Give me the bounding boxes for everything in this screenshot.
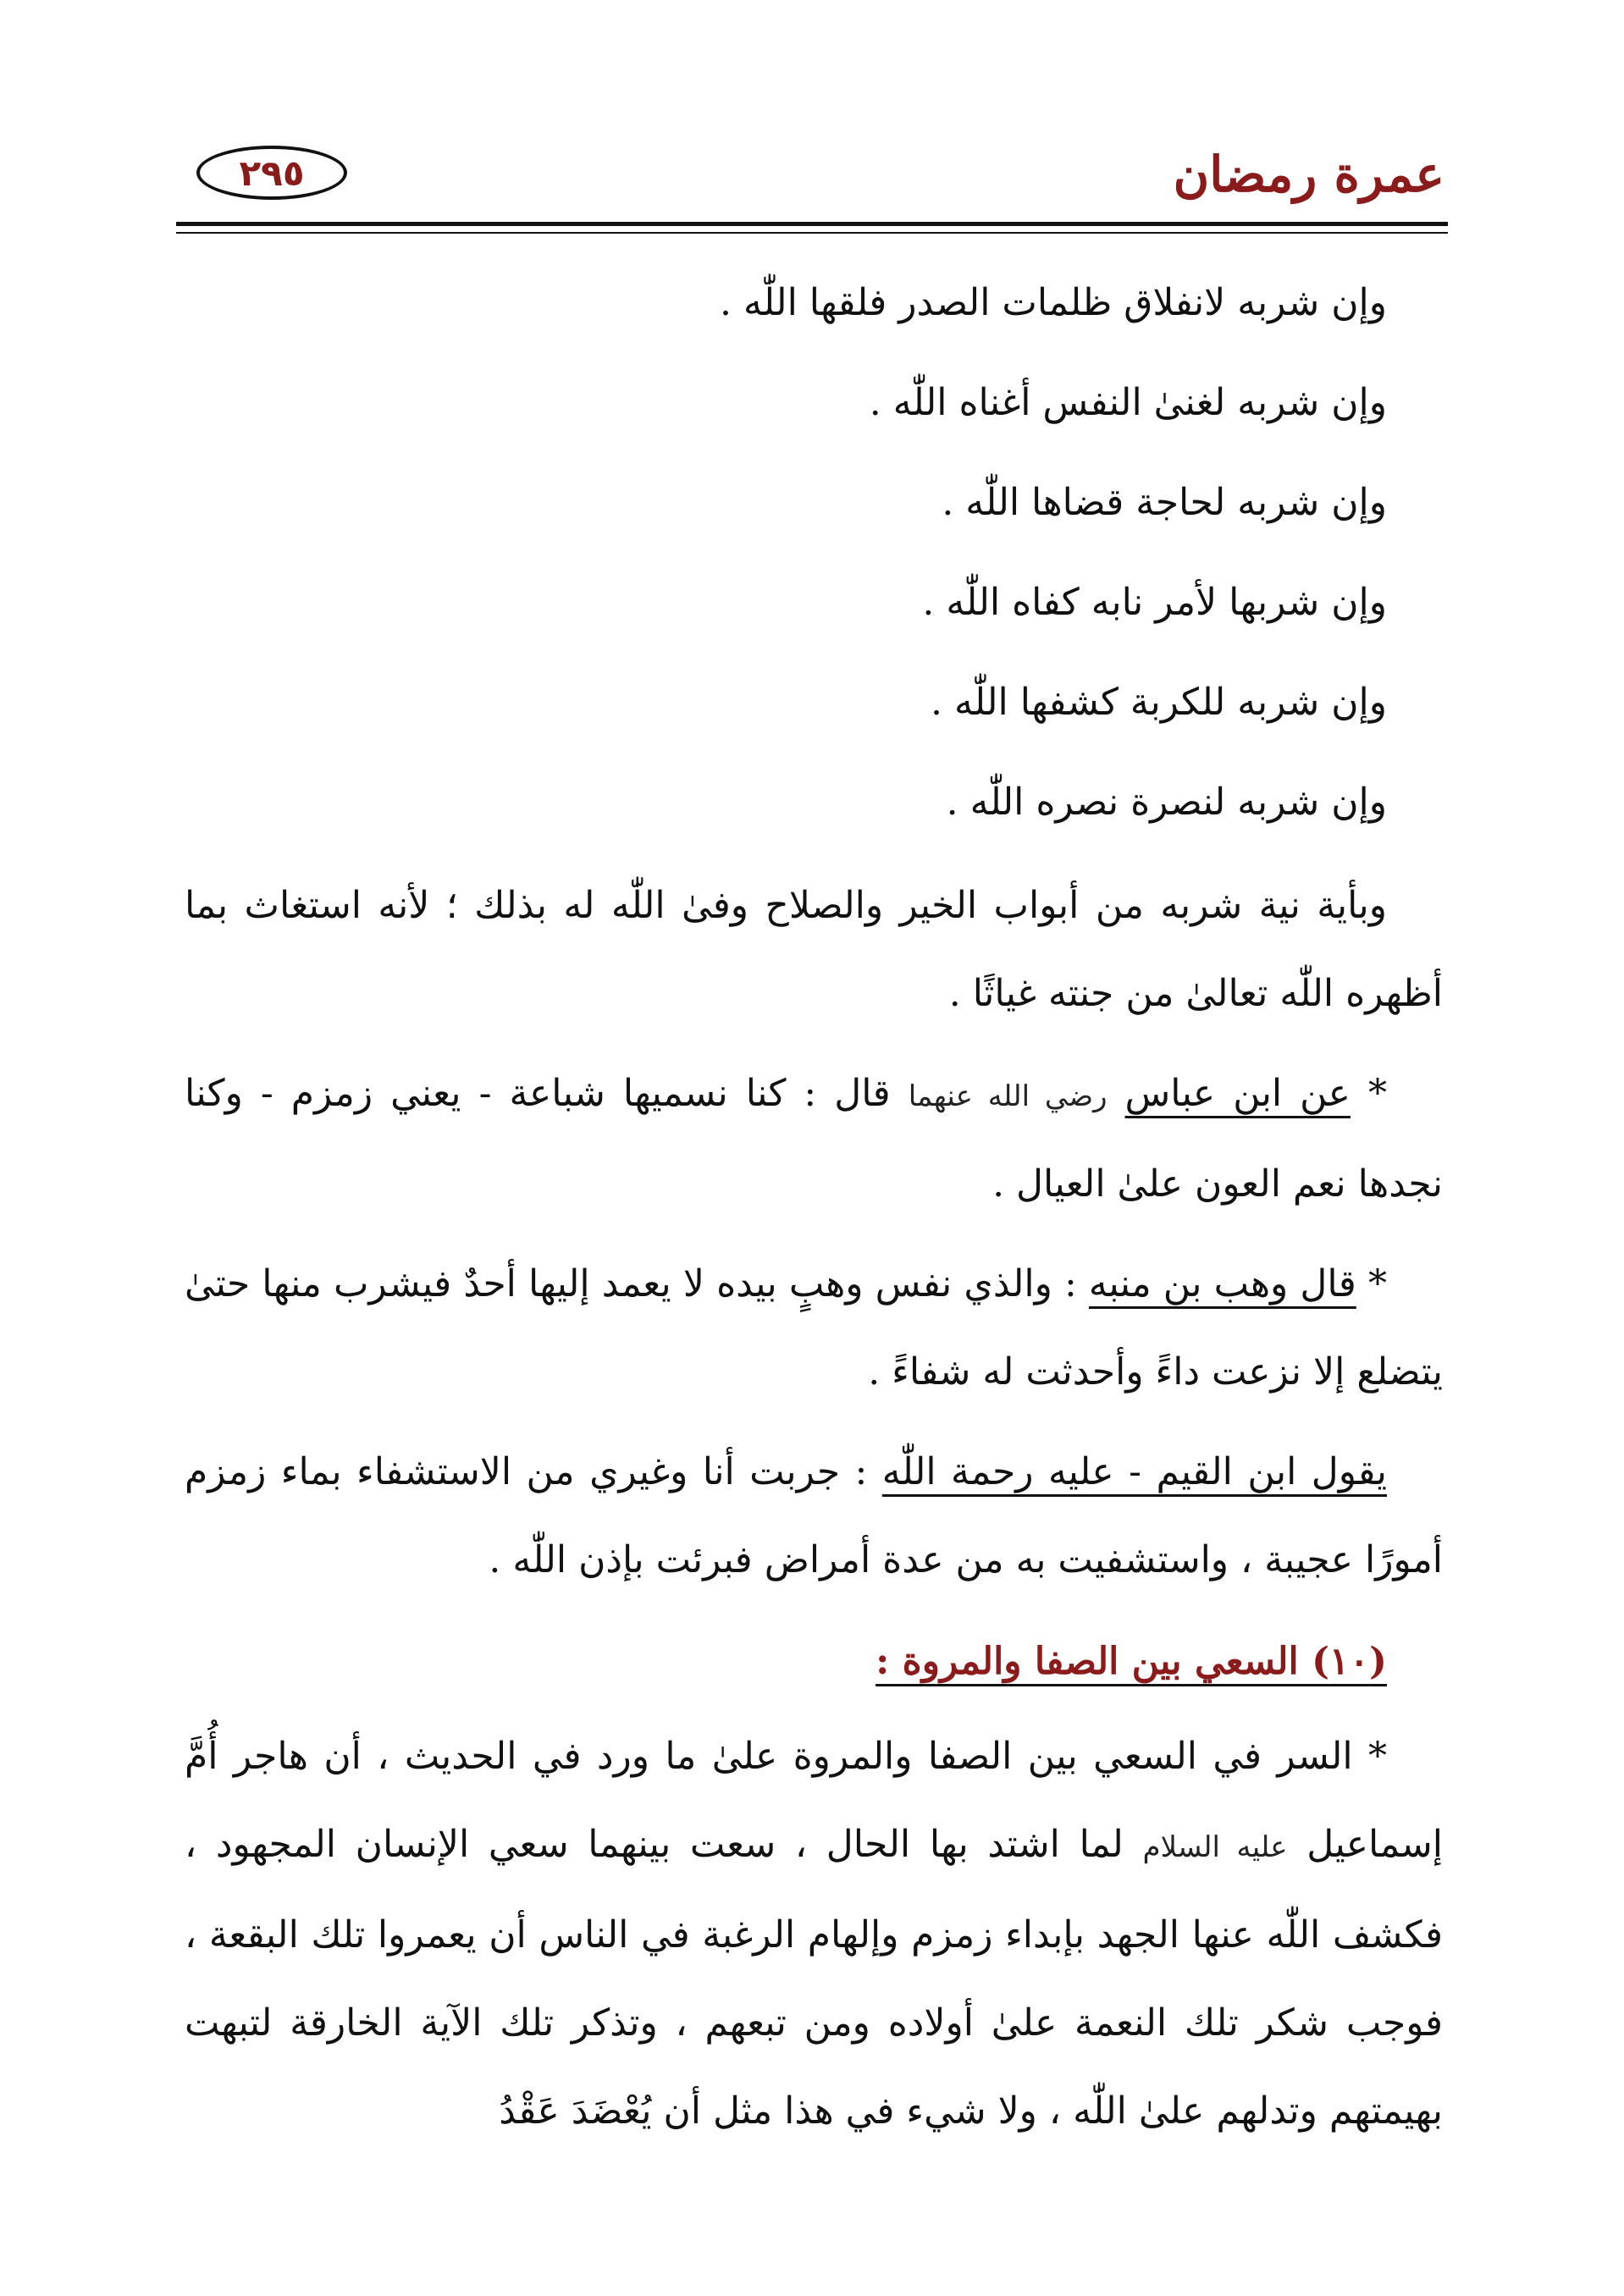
paragraph-ibn-qayyim — [185, 1428, 1443, 1604]
verse-line: وإن شربه للكربة كشفها اللّٰه . — [931, 681, 1387, 724]
star-bullet: * — [1356, 1262, 1387, 1305]
header-rule-thin — [176, 232, 1448, 234]
paragraph-ibn-abbas — [185, 1050, 1443, 1228]
header-rule-thick — [176, 222, 1448, 226]
running-header-title: عمرة رمضان — [1173, 146, 1444, 203]
quote-text: : والذي نفس وهبٍ بيده لا يعمد إليها أحدٌ فيشرب منها حتىٰ يتضلع إلا نزعت داءً وأحدثت له شفاءً . — [185, 1262, 1443, 1394]
quote-text: قال : كنا نسميها شباعة - يعني زمزم - وكنا نجدها نعم العون علىٰ العيال . — [185, 1072, 1443, 1206]
page-number-oval: ٢٩٥ — [196, 146, 347, 200]
section-heading-text: (١٠) السعي بين الصفا والمروة : — [876, 1640, 1387, 1683]
quote-source: قال وهب بن منبه — [1088, 1262, 1356, 1305]
verse-line: وإن شربه لغنىٰ النفس أغناه اللّٰه . — [869, 381, 1387, 424]
quote-source: عن ابن عباس — [1124, 1072, 1351, 1115]
verse-line: وإن شربه لنصرة نصره اللّٰه . — [946, 781, 1387, 824]
quote-source: يقول ابن القيم - عليه رحمة اللّٰه — [881, 1450, 1387, 1493]
quote-text: : جربت أنا وغيري من الاستشفاء بماء زمزم أمورًا عجيبة ، واستشفيت به من عدة أمراض فبرئت بإذن اللّٰه . — [185, 1450, 1443, 1581]
star-bullet: * — [1352, 1735, 1387, 1778]
verse-line: وإن شربه لحاجة قضاها اللّٰه . — [942, 481, 1387, 524]
star-bullet: * — [1350, 1072, 1387, 1115]
page-body — [185, 259, 1443, 2155]
honorific-ligature: رضي الله عنهما — [908, 1079, 1108, 1113]
paragraph-text: السر في السعي بين الصفا والمروة علىٰ ما ورد في الحديث ، أن هاجر أُمَّ إسماعيل — [185, 1735, 1443, 1866]
verse-line: وإن شربها لأمر نابه كفاه اللّٰه . — [922, 581, 1387, 624]
paragraph-wahb — [185, 1240, 1443, 1416]
paragraph-intention: وبأية نية شربه من أبواب الخير والصلاح وفىٰ اللّٰه له بذلك ؛ لأنه استغاث بما أظهره اللّٰه تعالىٰ من جنته غياثًا . — [185, 884, 1443, 1015]
paragraph-text: لما اشتد بها الحال ، سعت بينهما سعي الإنسان المجهود ، فكشف اللّٰه عنها الجهد بإبداء زمزم وإلهام الرغبة في الناس أن يعمروا تلك البقعة ، فوجب شكر تلك النعمة علىٰ أولاده ومن تبعهم ، وتذكر تلك الآية الخارقة لتبهت بهيمتهم وتدلهم علىٰ اللّٰه ، ولا شيء في هذا مثل أن يُعْضَدَ عَقْدُ — [185, 1823, 1443, 2133]
section-heading — [185, 1618, 1443, 1706]
honorific-ligature: عليه السلام — [1142, 1830, 1288, 1864]
verse-line: وإن شربه لانفلاق ظلمات الصدر فلقها اللّٰه . — [720, 281, 1387, 324]
paragraph-sai — [185, 1713, 1443, 2155]
